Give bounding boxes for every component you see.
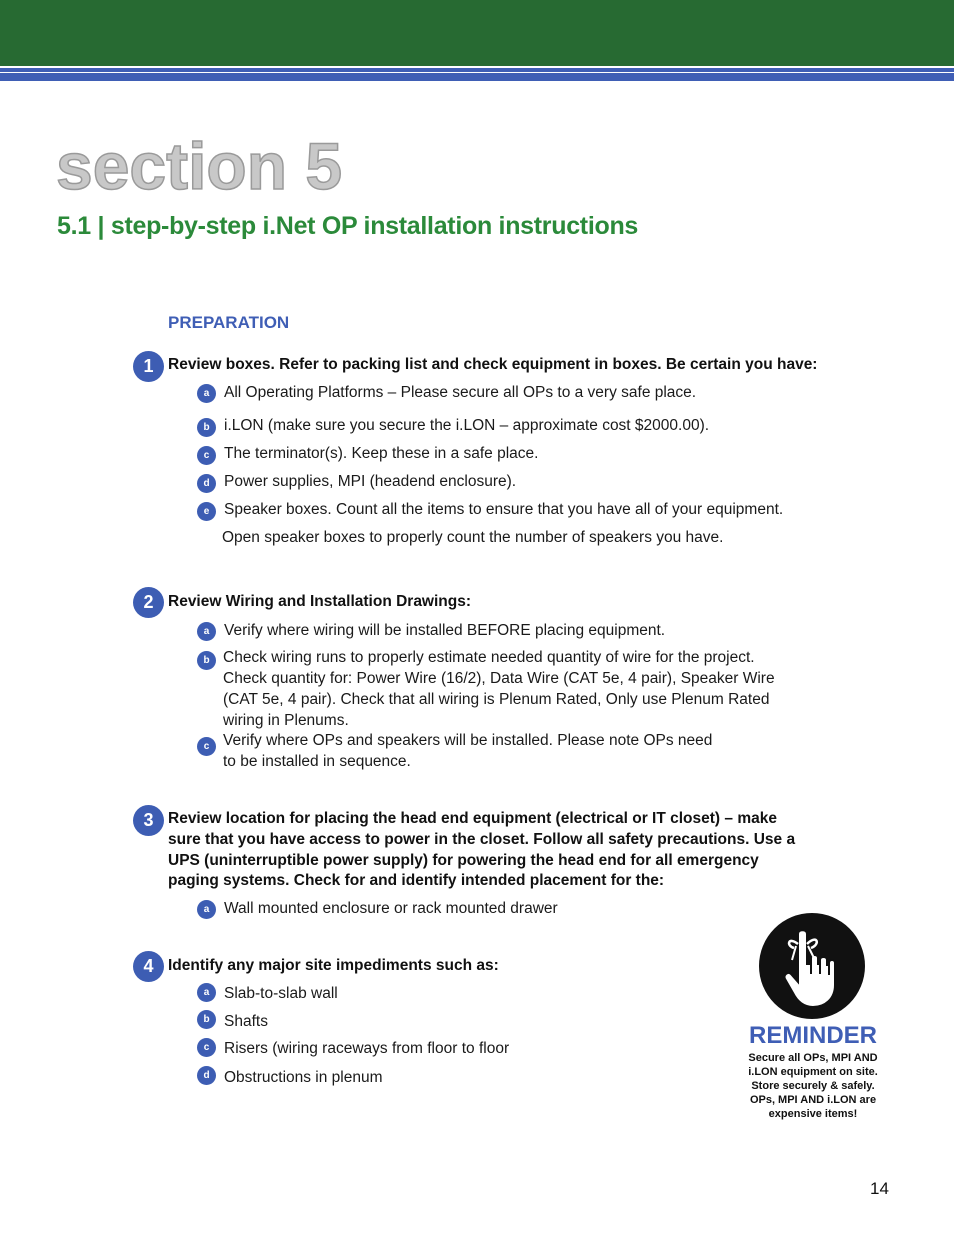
step-2-item-b-line-2: Check quantity for: Power Wire (16/2), Data Wire (CAT 5e, 4 pair), Speaker Wire [223,670,775,687]
step-4-item-c-marker: c [197,1038,216,1057]
step-1-item-d-marker: d [197,474,216,493]
step-4-heading: Identify any major site impediments such as: [168,957,499,974]
step-3-heading-line-1: Review location for placing the head end equipment (electrical or IT closet) – make [168,810,777,827]
step-3-heading-line-2: sure that you have access to power in the closet. Follow all safety precautions. Use a [168,831,796,848]
header-band [0,0,954,66]
step-2-item-a-marker: a [197,622,216,641]
step-3-item-a-text: Wall mounted enclosure or rack mounted drawer [224,900,558,917]
section-title: section 5 [56,129,343,203]
reminder-line: Store securely & safely. [751,1080,875,1092]
header-rule-thick [0,73,954,81]
step-1-item-e-marker: e [197,502,216,521]
step-3-heading-line-4: paging systems. Check for and identify intended placement for the: [168,872,665,889]
step-2-number: 2 [133,587,164,618]
step-1-heading: Review boxes. Refer to packing list and check equipment in boxes. Be certain you have: [168,356,818,373]
step-4-number: 4 [133,951,164,982]
step-4-item-d-marker: d [197,1066,216,1085]
preparation-heading: PREPARATION [168,313,290,332]
step-2-item-c-line-1: Verify where OPs and speakers will be installed. Please note OPs need [223,732,713,749]
reminder-text [735,1051,891,1121]
reminder-line: i.LON equipment on site. [748,1066,878,1078]
step-1-number: 1 [133,351,164,382]
step-2-item-a-line-1: Verify where wiring will be installed BEFORE placing equipment. [224,622,666,639]
step-4-item-d-text: Obstructions in plenum [224,1069,383,1086]
reminder-line: OPs, MPI AND i.LON are [749,1094,877,1106]
page-number: 14 [870,1179,889,1198]
step-1-item-a-text: All Operating Platforms – Please secure all OPs to a very safe place. [224,384,697,401]
header-rule-thin [0,68,954,72]
step-2-heading: Review Wiring and Installation Drawings: [168,593,472,610]
step-1-item-c-text: The terminator(s). Keep these in a safe place. [224,445,539,462]
step-2-item-b-line-1: Check wiring runs to properly estimate needed quantity of wire for the project. [223,649,755,666]
section-subtitle: 5.1 | step-by-step i.Net OP installation instructions [57,212,639,240]
step-4-item-c-text: Risers (wiring raceways from floor to floor [224,1040,510,1057]
step-2-item-b-line-4: wiring in Plenums. [223,712,349,729]
step-2-item-b-marker: b [197,651,216,670]
step-4-item-a-marker: a [197,983,216,1002]
reminder-line: expensive items! [768,1108,858,1120]
step-2-item-c-line-2: to be installed in sequence. [223,753,411,770]
step-4-item-b-text: Shafts [224,1013,268,1030]
step-2-item-c-marker: c [197,737,216,756]
reminder-title: REMINDER [748,1022,877,1049]
step-1-item-e-text: Speaker boxes. Count all the items to ensure that you have all of your equipment. [224,501,784,518]
step-3-item-a-marker: a [197,900,216,919]
step-1-item-d-text: Power supplies, MPI (headend enclosure). [224,473,517,490]
finger-string-icon [758,912,866,1020]
step-3-number: 3 [133,805,164,836]
step-1-item-a-marker: a [197,384,216,403]
step-2-item-b-line-3: (CAT 5e, 4 pair). Check that all wiring is Plenum Rated, Only use Plenum Rated [223,691,770,708]
step-3-heading-line-3: UPS (uninterruptible power supply) for powering the head end for all emergency [168,852,759,869]
step-1-item-c-marker: c [197,446,216,465]
step-1-item-b-marker: b [197,418,216,437]
reminder-line: Secure all OPs, MPI AND [748,1052,878,1064]
step-1-note: Open speaker boxes to properly count the number of speakers you have. [222,529,724,546]
step-4-item-a-text: Slab-to-slab wall [224,985,338,1002]
step-4-item-b-marker: b [197,1010,216,1029]
step-1-item-b-text: i.LON (make sure you secure the i.LON – approximate cost $2000.00). [224,417,710,434]
